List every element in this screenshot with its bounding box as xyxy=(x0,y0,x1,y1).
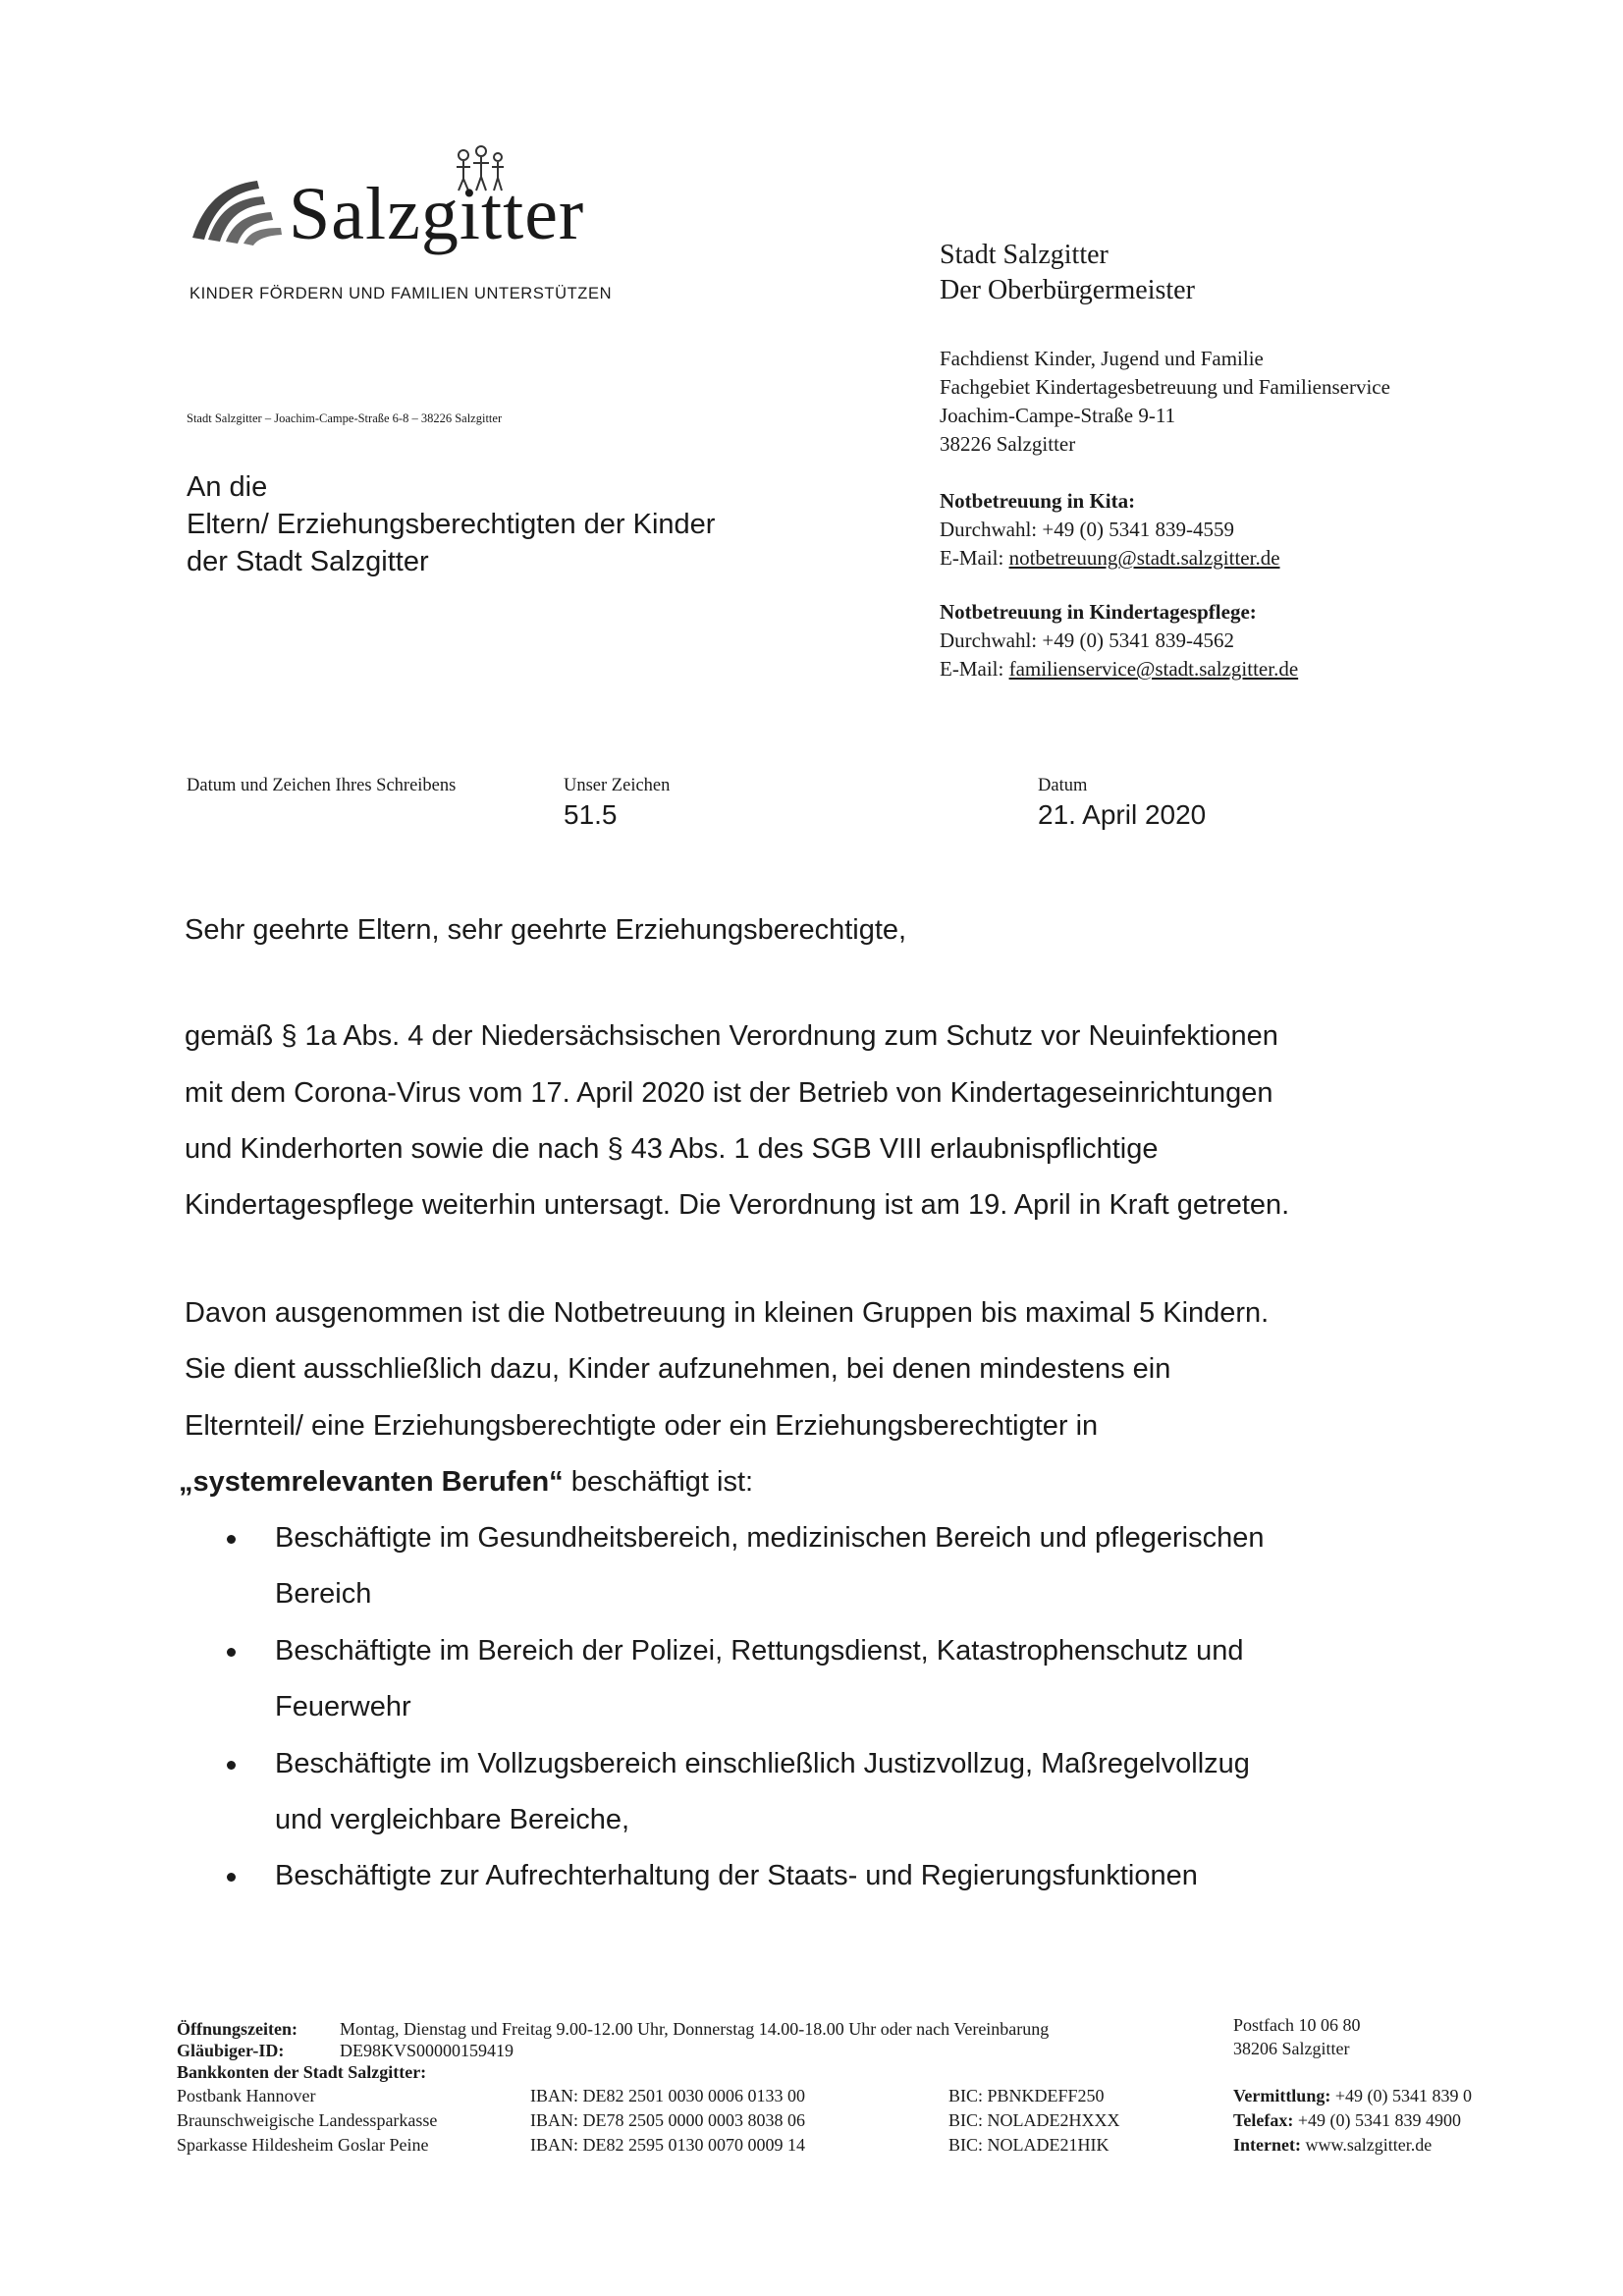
paragraph-line: Davon ausgenommen ist die Notbetreuung in kleinen Gruppen bis maximal 5 Kindern. xyxy=(185,1297,1270,1329)
bullet-icon xyxy=(227,1873,236,1882)
kita-contact xyxy=(940,487,1280,573)
bank-bic: BIC: PBNKDEFF250 xyxy=(948,2086,1105,2105)
paragraph-line: Kindertagespflege weiterhin untersagt. Die Verordnung ist am 19. April in Kraft getreten. xyxy=(185,1189,1290,1221)
bullet-line: Beschäftigte im Vollzugsbereich einschließlich Justizvollzug, Maßregelvollzug xyxy=(275,1748,1250,1779)
fax-number: +49 (0) 5341 839 4900 xyxy=(1293,2110,1461,2130)
systemrelevant-emphasis: „systemrelevanten Berufen“ xyxy=(179,1466,564,1498)
recipient-address xyxy=(187,468,715,580)
kita-email-link[interactable]: notbetreuung@stadt.salzgitter.de xyxy=(1008,546,1280,570)
tagespflege-heading: Notbetreuung in Kindertagespflege: xyxy=(940,600,1257,624)
date-value: 21. April 2020 xyxy=(1038,799,1207,830)
postbox-city: 38206 Salzgitter xyxy=(1233,2039,1350,2058)
return-address: Stadt Salzgitter – Joachim-Campe-Straße 6-8 – 38226 Salzgitter xyxy=(187,411,503,425)
bullet-icon xyxy=(227,1535,236,1544)
kita-heading: Notbetreuung in Kita: xyxy=(940,489,1136,513)
paragraph-line: und Kinderhorten sowie die nach § 43 Abs. 1 des SGB VIII erlaubnispflichtige xyxy=(185,1133,1159,1165)
creditor-label: Gläubiger-ID: xyxy=(177,2041,285,2060)
postbox: Postfach 10 06 80 xyxy=(1233,2015,1361,2035)
internet-url[interactable]: www.salzgitter.de xyxy=(1300,2135,1433,2155)
our-ref-label: Unser Zeichen xyxy=(564,776,671,795)
kita-phone: Durchwahl: +49 (0) 5341 839-4559 xyxy=(940,518,1234,541)
switchboard-label: Vermittlung: xyxy=(1233,2086,1331,2105)
bank-iban: IBAN: DE78 2505 0000 0003 8038 06 xyxy=(530,2110,805,2130)
tagespflege-contact xyxy=(940,598,1298,683)
zip-city: 38226 Salzgitter xyxy=(940,432,1076,456)
recipient-line: der Stadt Salzgitter xyxy=(187,546,429,577)
bullet-line: Beschäftigte im Gesundheitsbereich, medizinischen Bereich und pflegerischen xyxy=(275,1522,1265,1554)
bullet-line: Bereich xyxy=(275,1578,372,1610)
bullet-line: Beschäftigte zur Aufrechterhaltung der Staats- und Regierungsfunktionen xyxy=(275,1860,1198,1891)
logo-wordmark: Salzgitter xyxy=(289,173,585,255)
bank-iban: IBAN: DE82 2595 0130 0070 0009 14 xyxy=(530,2135,805,2155)
bank-name: Sparkasse Hildesheim Goslar Peine xyxy=(177,2135,429,2155)
bank-name: Postbank Hannover xyxy=(177,2086,316,2105)
sender-city: Stadt Salzgitter xyxy=(940,240,1109,270)
department: Fachdienst Kinder, Jugend und Familie xyxy=(940,347,1264,370)
paragraph-line: Sie dient ausschließlich dazu, Kinder aufzunehmen, bei denen mindestens ein xyxy=(185,1353,1171,1385)
creditor-id: DE98KVS00000159419 xyxy=(340,2041,514,2060)
bullet-line: Feuerwehr xyxy=(275,1691,411,1722)
wave-emblem-icon xyxy=(187,147,295,255)
section: Fachgebiet Kindertagesbetreuung und Familienservice xyxy=(940,375,1390,399)
internet xyxy=(1233,2135,1432,2156)
hours-label: Öffnungszeiten: xyxy=(177,2019,298,2039)
logo-tagline: KINDER FÖRDERN UND FAMILIEN UNTERSTÜTZEN xyxy=(189,285,613,302)
paragraph-line: gemäß § 1a Abs. 4 der Niedersächsischen Verordnung zum Schutz vor Neuinfektionen xyxy=(185,1020,1278,1052)
tagespflege-phone: Durchwahl: +49 (0) 5341 839-4562 xyxy=(940,629,1234,652)
paragraph-line: Elternteil/ eine Erziehungsberechtigte oder ein Erziehungsberechtigter in xyxy=(185,1410,1099,1442)
bank-bic: BIC: NOLADE2HXXX xyxy=(948,2110,1120,2130)
bank-bic: BIC: NOLADE21HIK xyxy=(948,2135,1109,2155)
recipient-line: Eltern/ Erziehungsberechtigten der Kinder xyxy=(187,509,716,540)
department-block xyxy=(940,345,1548,459)
fax-label: Telefax: xyxy=(1233,2110,1294,2130)
bullet-icon xyxy=(227,1648,236,1657)
tagespflege-email-link[interactable]: familienservice@stadt.salzgitter.de xyxy=(1008,657,1299,681)
bullet-line: und vergleichbare Bereiche, xyxy=(275,1804,630,1835)
kita-email-label: E-Mail: xyxy=(940,546,1009,570)
date-label: Datum xyxy=(1038,776,1088,795)
hours-text: Montag, Dienstag und Freitag 9.00-12.00 Uhr, Donnerstag 14.00-18.00 Uhr oder nach Vereinbarung xyxy=(340,2019,1050,2039)
fax xyxy=(1233,2110,1461,2131)
salutation: Sehr geehrte Eltern, sehr geehrte Erziehungsberechtigte, xyxy=(185,914,907,946)
street: Joachim-Campe-Straße 9-11 xyxy=(940,404,1176,427)
switchboard-number: +49 (0) 5341 839 0 xyxy=(1330,2086,1472,2105)
bank-heading: Bankkonten der Stadt Salzgitter: xyxy=(177,2062,427,2082)
recipient-line: An die xyxy=(187,471,268,503)
switchboard xyxy=(1233,2086,1472,2106)
bullet-line: Beschäftigte im Bereich der Polizei, Rettungsdienst, Katastrophenschutz und xyxy=(275,1635,1244,1667)
internet-label: Internet: xyxy=(1233,2135,1301,2155)
our-ref-value: 51.5 xyxy=(564,799,618,830)
salzgitter-logo xyxy=(187,147,687,314)
paragraph-line: mit dem Corona-Virus vom 17. April 2020 ist der Betrieb von Kindertageseinrichtungen xyxy=(185,1077,1273,1109)
tagespflege-email-label: E-Mail: xyxy=(940,657,1009,681)
sender-office: Der Oberbürgermeister xyxy=(940,275,1195,305)
bank-name: Braunschweigische Landessparkasse xyxy=(177,2110,438,2130)
paragraph-line xyxy=(179,1466,753,1499)
bank-iban: IBAN: DE82 2501 0030 0006 0133 00 xyxy=(530,2086,805,2105)
sender-heading xyxy=(940,238,1548,308)
bullet-icon xyxy=(227,1761,236,1770)
paragraph-tail: beschäftigt ist: xyxy=(563,1466,754,1498)
your-ref-label: Datum und Zeichen Ihres Schreibens xyxy=(187,776,457,795)
